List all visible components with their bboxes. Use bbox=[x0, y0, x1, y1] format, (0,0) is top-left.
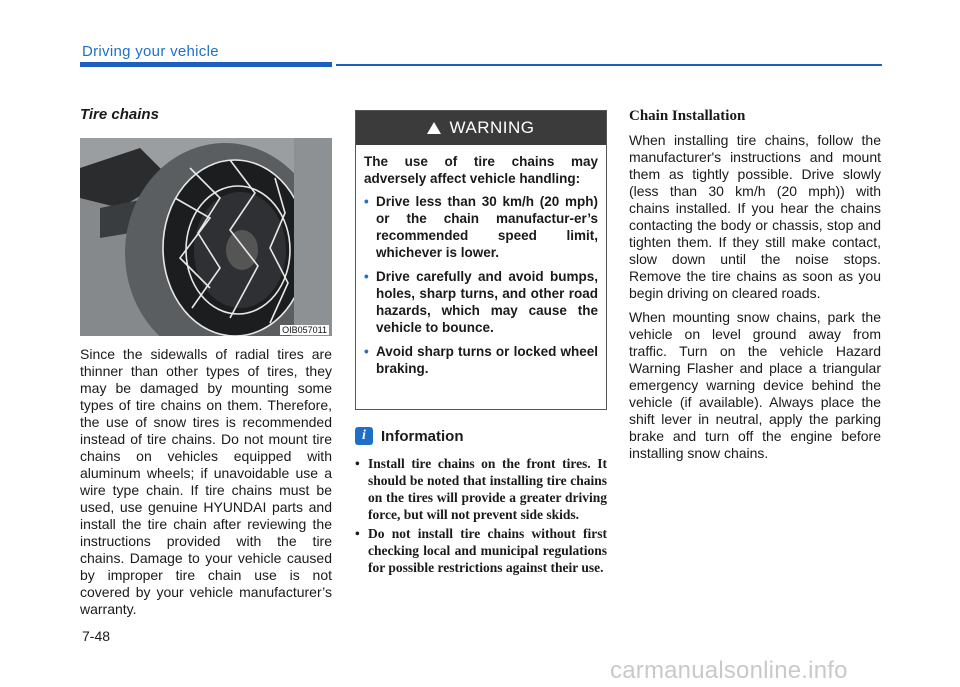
intro-paragraph: Since the sidewalls of radial tires are thinner than other types of tires, they may be damaged by mounting some types of tire chains on them. Therefore, the use of snow tires is recommended instead of tire chains. Do not mount tire chains on vehicles equipped with aluminum wheels; if unavoidable use a wire type chain. If tire chains must be used, use genuine HYUNDAI parts and install the tire chain after reviewing the instructions provided with the tire chains. Damage to your vehicle caused by improper tire chain use is not covered by your vehicle manufacturer’s warranty. bbox=[80, 346, 332, 617]
figure-code: OIB057011 bbox=[282, 325, 327, 335]
column-left bbox=[80, 100, 332, 618]
warning-item: • Avoid sharp turns or locked wheel braking. bbox=[364, 343, 598, 377]
column-right bbox=[629, 108, 881, 462]
warning-title: WARNING bbox=[449, 118, 535, 137]
tire-chain-photo bbox=[80, 138, 332, 336]
warning-box bbox=[355, 110, 607, 410]
information-item: • Install tire chains on the front tires. It should be noted that installing tire chains on the tires will provide a greater driving force, but will not prevent side skids. bbox=[355, 455, 607, 523]
warning-triangle-icon bbox=[427, 122, 441, 134]
warning-item: • Drive less than 30 km/h (20 mph) or the chain manufactur-er’s recommended speed limit, whichever is lower. bbox=[364, 193, 598, 261]
tire-chain-illustration bbox=[80, 138, 332, 336]
header-rule-thick bbox=[80, 62, 332, 67]
header-title: Driving your vehicle bbox=[82, 43, 219, 60]
section-title: Tire chains bbox=[80, 106, 159, 123]
warning-list bbox=[364, 193, 598, 377]
chain-installation-title: Chain Installation bbox=[629, 108, 746, 124]
chain-installation-paragraph: When mounting snow chains, park the vehicle on level ground away from traffic. Turn on the vehicle Hazard Warning Flasher and place a triangular emergency warning device behind the vehicle (if available). Always place the shift lever in neutral, apply the parking brake and turn off the engine before installing snow chains. bbox=[629, 309, 881, 461]
column-middle bbox=[355, 110, 607, 578]
information-icon: i bbox=[355, 427, 373, 445]
warning-lead: The use of tire chains may adversely affect vehicle handling: bbox=[364, 154, 598, 186]
information-heading bbox=[355, 427, 607, 445]
information-title: Information bbox=[381, 427, 464, 445]
warning-header bbox=[356, 111, 606, 145]
warning-content bbox=[356, 145, 606, 377]
header-rule-thin bbox=[336, 64, 882, 66]
information-item: • Do not install tire chains without first checking local and municipal regulations for possible restrictions against their use. bbox=[355, 525, 607, 576]
chain-installation-paragraph: When installing tire chains, follow the manufacturer's instructions and mount them as tightly possible. Drive slowly (less than 30 km/h (20 mph)) with chains installed. If you hear the chains contacting the body or chassis, stop and tighten them. If they still make contact, slow down until the noise stops. Remove the tire chains as soon as you begin driving on cleared roads. bbox=[629, 132, 881, 301]
information-list bbox=[355, 455, 607, 576]
page-number: 7-48 bbox=[82, 628, 111, 644]
watermark: carmanualsonline.info bbox=[610, 657, 848, 684]
warning-item: • Drive carefully and avoid bumps, holes, sharp turns, and other road hazards, which may cause the vehicle to bounce. bbox=[364, 268, 598, 336]
